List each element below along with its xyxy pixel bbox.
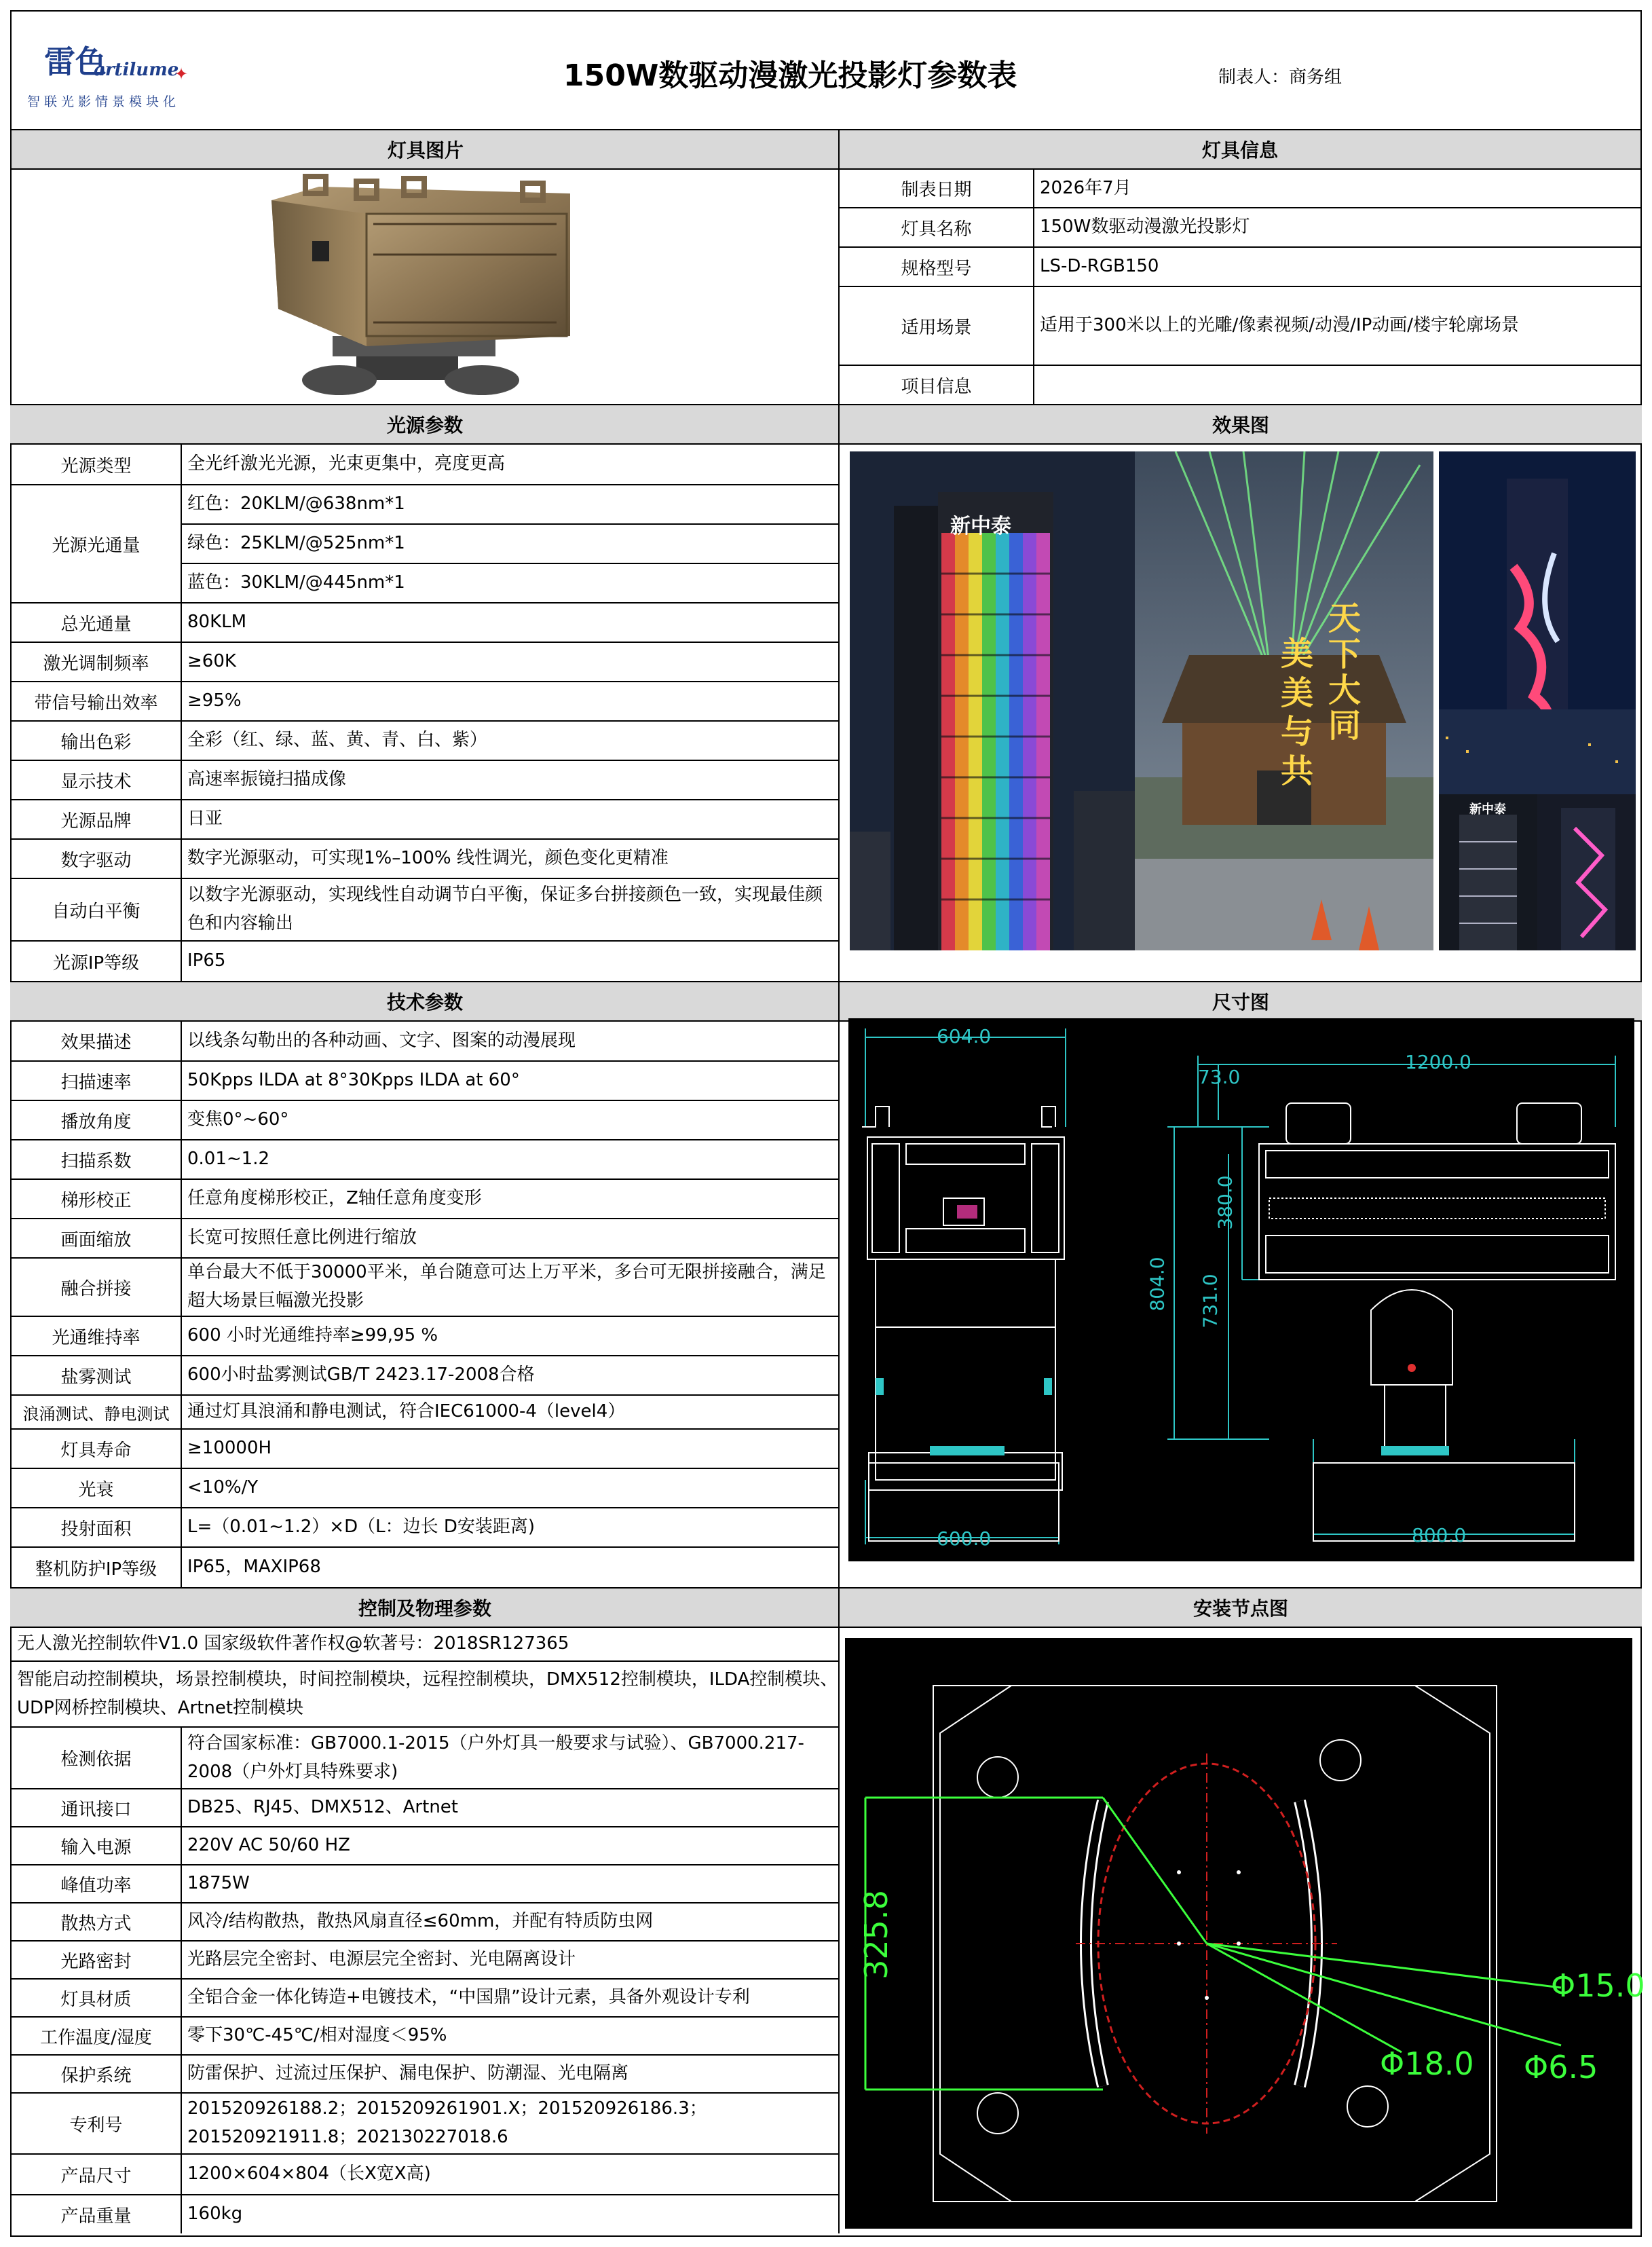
effect-photo-small-2	[1537, 794, 1636, 950]
effect-photo-night	[1439, 451, 1636, 794]
ls-label-brand: 光源品牌	[60, 811, 132, 832]
ls-value-digital: 数字光源驱动，可实现1%–100% 线性调光，颜色变化更精准	[187, 848, 669, 869]
info-value-scene: 适用于300米以上的光雕/像素视频/动漫/IP动画/楼宇轮廓场景	[1040, 315, 1520, 336]
tp-value-zoom: 长宽可按照任意比例进行缩放	[187, 1227, 417, 1248]
ls-value-brand: 日亚	[187, 809, 223, 830]
info-label-date: 制表日期	[901, 180, 972, 200]
cp-label-temp: 工作温度/湿度	[40, 2027, 152, 2048]
cp-label-power: 输入电源	[60, 1837, 132, 1858]
ls-value-total: 80KLM	[187, 612, 247, 633]
cp-value-interface: DB25、RJ45、DMX512、Artnet	[187, 1797, 458, 1818]
cp-value-material: 全铝合金一体化铸造+电镀技术，“中国鼎”设计元素，具备外观设计专利	[187, 1987, 750, 2008]
tp-value-area: L=（0.01~1.2）×D（L：边长 D安装距离)	[187, 1517, 536, 1538]
section-control-physical: 控制及物理参数	[10, 1587, 840, 1628]
dim-73: 73.0	[1198, 1066, 1241, 1088]
ls-value-type: 全光纤激光光源，光束更集中，亮度更高	[187, 453, 506, 475]
ls-value-mod: ≥60K	[187, 651, 236, 672]
cp-label-weight: 产品重量	[60, 2206, 132, 2227]
tp-value-scan: 50Kpps ILDA at 8°30Kpps ILDA at 60°	[187, 1070, 520, 1091]
cp-label-patent: 专利号	[69, 2115, 123, 2136]
info-label-scene: 适用场景	[901, 317, 972, 338]
info-label-model: 规格型号	[901, 258, 972, 279]
cp-label-size: 产品尺寸	[60, 2166, 132, 2187]
cp-value-temp: 零下30℃-45℃/相对湿度＜95%	[187, 2025, 447, 2046]
ls-label-flux: 光源光通量	[52, 535, 140, 556]
dim-800: 800.0	[1412, 1524, 1467, 1546]
effect-photo-small-1	[1439, 794, 1537, 950]
tp-label-surge: 浪涌测试、静电测试	[22, 1404, 170, 1424]
info-value-project	[1034, 366, 1638, 404]
section-tech-params: 技术参数	[10, 981, 840, 1022]
tp-value-life: ≥10000H	[187, 1438, 272, 1459]
cp-label-material: 灯具材质	[60, 1989, 132, 2010]
install-node-drawing	[845, 1638, 1645, 2229]
section-lamp-info: 灯具信息	[838, 129, 1642, 170]
install-dim-325: 325.8	[857, 1890, 895, 1980]
cp-label-standard: 检测依据	[60, 1749, 132, 1770]
tp-value-ip: IP65，MAXIP68	[187, 1557, 321, 1578]
effect-small-sign: 新中泰	[1469, 802, 1506, 817]
lamp-photo	[265, 173, 577, 404]
ls-label-total: 总光通量	[60, 614, 132, 635]
tp-value-decay: <10%/Y	[187, 1477, 259, 1498]
control-modules-line: 智能启动控制模块，场景控制模块，时间控制模块，远程控制模块，DMX512控制模块，ILDA控制模块、UDP网桥控制模块、Artnet控制模块	[17, 1669, 838, 1718]
ls-value-color: 全彩（红、绿、蓝、黄、青、白、紫）	[187, 730, 488, 751]
tp-label-salt: 盐雾测试	[60, 1367, 132, 1388]
section-install-node: 安装节点图	[838, 1587, 1642, 1628]
info-value-model: LS-D-RGB150	[1040, 256, 1159, 277]
tp-label-decay: 光衰	[78, 1479, 114, 1500]
tp-value-coeff: 0.01~1.2	[187, 1149, 270, 1170]
cp-value-patent: 201520926188.2；201520926190​1.X；201520926186.3；201520921911.8；202130227018.6	[187, 2098, 707, 2147]
effect-banner-col2: 美 美 与 共	[1281, 635, 1314, 790]
dim-600: 600.0	[937, 1527, 992, 1550]
cp-label-interface: 通讯接口	[60, 1799, 132, 1820]
tp-label-keystone: 梯形校正	[60, 1190, 132, 1211]
effect-photo-tower	[850, 451, 1135, 950]
info-label-name: 灯具名称	[901, 219, 972, 240]
install-dim-18: Φ18.0	[1380, 2045, 1474, 2082]
tp-label-maintain: 光通维持率	[52, 1327, 140, 1348]
ls-value-flux-green: 绿色：25KLM/@525nm*1	[187, 533, 405, 554]
cp-value-protect: 防雷保护、过流过压保护、漏电保护、防潮湿、光电隔离	[187, 2063, 629, 2084]
ls-label-type: 光源类型	[60, 456, 132, 477]
install-dim-65: Φ6.5	[1524, 2049, 1598, 2085]
ls-value-flux-blue: 蓝色：30KLM/@445nm*1	[187, 572, 405, 593]
ls-label-ip: 光源IP等级	[52, 952, 140, 973]
effect-banner-col1: 天 下 大 同	[1328, 599, 1362, 745]
tp-value-blend: 单台最大不低于30000平米，单台随意可达上万平米，多台可无限拼接融合，满足超大场景巨幅激光投影	[187, 1262, 826, 1311]
cp-label-peak: 峰值功率	[60, 1875, 132, 1896]
ls-label-wb: 自动白平衡	[52, 901, 140, 922]
control-software-line: 无人激光控制软件V1.0 国家级软件著作权@软著号：2018SR127365	[17, 1633, 569, 1654]
ls-value-ip: IP65	[187, 950, 226, 971]
install-dim-15: Φ15.0	[1551, 1967, 1645, 2004]
star-icon: ✦	[174, 64, 189, 83]
page-title: 150W数驱动漫激光投影灯参数表	[563, 58, 1017, 93]
ls-label-display: 显示技术	[60, 771, 132, 792]
ls-label-mod: 激光调制频率	[43, 653, 149, 674]
tp-label-area: 投射面积	[60, 1519, 132, 1540]
tp-value-surge: 通过灯具浪涌和静电测试，符合IEC61000-4（level4）	[187, 1401, 626, 1422]
cp-value-power: 220V AC 50/60 HZ	[187, 1835, 350, 1856]
tp-label-life: 灯具寿命	[60, 1440, 132, 1461]
tp-value-maintain: 600 小时光通维持率≥99,95 %	[187, 1325, 438, 1346]
cp-label-protect: 保护系统	[60, 2065, 132, 2086]
cp-label-cooling: 散热方式	[60, 1913, 132, 1934]
tp-label-angle: 播放角度	[60, 1111, 132, 1132]
tp-label-ip: 整机防护IP等级	[35, 1559, 157, 1580]
ls-label-color: 输出色彩	[60, 732, 132, 753]
cp-value-cooling: 风冷/结构散热，散热风扇直径≤60mm，并配有特质防虫网	[187, 1911, 654, 1932]
ls-value-display: 高速率振镜扫描成像	[187, 769, 347, 790]
cp-value-weight: 160kg	[187, 2204, 243, 2225]
tp-label-effect: 效果描述	[60, 1033, 132, 1053]
info-value-name: 150W数驱动漫激光投影灯	[1040, 217, 1250, 238]
cp-value-size: 1200×604×804（长X宽X高)	[187, 2164, 431, 2185]
tp-value-keystone: 任意角度梯形校正，Z轴任意角度变形	[187, 1188, 482, 1209]
tp-label-coeff: 扫描系数	[60, 1151, 132, 1172]
ls-value-flux-red: 红色：20KLM/@638nm*1	[187, 494, 405, 515]
section-light-source: 光源参数	[10, 404, 840, 445]
cp-value-standard: 符合国家标准：GB7000.1-2015（户外灯具一般要求与试验）、GB7000.217-2008（户外灯具特殊要求)	[187, 1732, 804, 1782]
dimension-drawing	[848, 1018, 1634, 1561]
dim-804: 804.0	[1146, 1257, 1169, 1312]
logo-chinese: 雷色	[44, 43, 107, 80]
section-lamp-picture: 灯具图片	[10, 129, 840, 170]
maker-label: 制表人：商务组	[1218, 67, 1343, 88]
dim-731: 731.0	[1199, 1274, 1222, 1329]
logo-tagline: 智联光影情景模块化	[27, 94, 181, 109]
dim-604: 604.0	[937, 1025, 992, 1047]
section-effect-image: 效果图	[838, 404, 1642, 445]
info-value-date: 2026年7月	[1040, 177, 1131, 198]
ls-value-wb: 以数字光源驱动，实现线性自动调节白平衡，保证多台拼接颜色一致，实现最佳颜色和内容输出	[187, 885, 823, 933]
logo-english: artilume	[94, 60, 179, 80]
tp-label-zoom: 画面缩放	[60, 1229, 132, 1250]
tp-value-effect: 以线条勾勒出的各种动画、文字、图案的动漫展现	[187, 1030, 576, 1051]
tp-value-angle: 变焦0°~60°	[187, 1109, 289, 1130]
ls-label-digital: 数字驱动	[60, 850, 132, 871]
effect-photo-gate	[1135, 451, 1433, 950]
tp-label-scan: 扫描速率	[60, 1072, 132, 1093]
ls-label-efficiency: 带信号输出效率	[34, 692, 158, 713]
dim-380: 380.0	[1214, 1175, 1237, 1230]
cp-label-seal: 光路密封	[60, 1951, 132, 1972]
cp-value-peak: 1875W	[187, 1873, 250, 1894]
info-label-project: 项目信息	[901, 376, 972, 397]
ls-value-efficiency: ≥95%	[187, 690, 242, 711]
section-dimension: 尺寸图	[838, 981, 1642, 1022]
cp-value-seal: 光路层完全密封、电源层完全密封、光电隔离设计	[187, 1949, 576, 1970]
effect-sign-text: 新中泰	[950, 515, 1011, 538]
tp-label-blend: 融合拼接	[60, 1278, 132, 1299]
dim-1200: 1200.0	[1405, 1051, 1471, 1073]
tp-value-salt: 600小时盐雾测试GB/T 2423.17-2008合格	[187, 1364, 535, 1386]
